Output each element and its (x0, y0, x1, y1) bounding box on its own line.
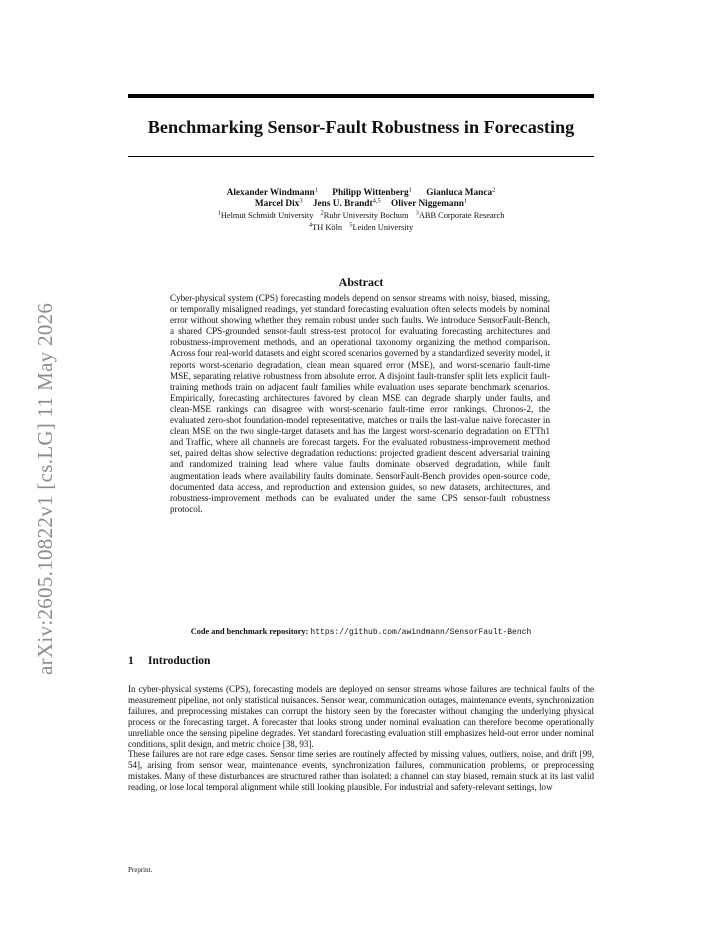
code-repository-label: Code and benchmark repository: (190, 627, 309, 636)
author-name: Gianluca Manca (426, 188, 493, 198)
affiliation-row-2 (128, 222, 594, 234)
affiliation-mark: 2 (320, 209, 324, 217)
author-name: Oliver Niggemann (391, 199, 464, 209)
affiliation-mark: 4 (308, 221, 313, 228)
section-number: 1 (128, 655, 134, 667)
affiliation-mark: 3 (415, 209, 419, 217)
author-affiliation-mark: 3 (299, 197, 303, 205)
code-repository-link[interactable]: https://github.com/awindmann/SensorFault-Bench (310, 628, 532, 637)
title-top-rule (128, 94, 594, 98)
affiliation-row-1 (128, 210, 594, 222)
arxiv-identifier-stamp: arXiv:2605.10822v1 [cs.LG] 11 May 2026 (33, 302, 57, 675)
affiliation-name: Helmut Schmidt University (220, 211, 314, 220)
affiliation-name: Ruhr University Bochum (323, 211, 409, 220)
introduction-paragraph-1: In cyber-physical systems (CPS), forecasting models are deployed on sensor streams whose failures are technical faults of the measurement pipeline, not only statistical nuisances. Sensor wear, communication outages, maintenance events, synchronization failures, and preprocessing mistakes can corrupt the history seen by the forecaster without changing the underlying physical process or the forecasting target. A forecaster that looks strong under nominal evaluation can therefore become operationally unreliable once the sensing pipeline degrades. Yet standard forecasting evaluation still emphasizes held-out error under nominal conditions, split design, and metric choice [38, 93]. (128, 684, 594, 749)
author-affiliation-mark: 1 (314, 186, 318, 194)
author-affiliation-mark: 1 (463, 197, 468, 205)
title-bottom-rule (128, 156, 594, 157)
page-footer: Preprint. (128, 866, 153, 874)
introduction-paragraph-2: These failures are not rare edge cases. Sensor time series are routinely affected by missing values, outliers, noise, and drift [99, 54], arising from sensor wear, maintenance events, synchronization failures, communication problems, or preprocessing mistakes. Many of these disturbances are structured rather than isolated: a channel can stay biased, remain stuck at its last valid reading, or lose local temporal alignment while still looking plausible. For industrial and safety-relevant settings, low (128, 749, 594, 792)
affiliation-name: Leiden University (352, 222, 414, 232)
author-affiliation-mark: 2 (492, 186, 496, 194)
affiliation-mark: 5 (349, 221, 353, 228)
affiliation-name: ABB Corporate Research (418, 211, 505, 220)
abstract-text: Cyber-physical system (CPS) forecasting models depend on sensor streams with noisy, biased, missing, or temporally misaligned readings, yet standard forecasting evaluation often selects models by nominal error without showing whether they remain robust under such faults. We introduce SensorFault-Bench, a shared CPS-grounded sensor-fault stress-test protocol for evaluating forecasting architectures and robustness-improvement methods, and an operational taxonomy organizing the method comparison. Across four real-world datasets and eight scored scenarios governed by a standardized severity model, it reports worst-scenario degradation, clean mean squared error (MSE), and worst-scenario fault-time MSE, separating relative robustness from absolute error. A disjoint fault-transfer split lets explicit fault-training methods train on adjacent fault families while evaluation uses separate benchmark scenarios. Empirically, forecasting architectures favored by clean MSE can degrade sharply under faults, and clean-MSE rankings can disagree with worst-scenario fault-time error rankings. Chronos-2, the evaluated zero-shot foundation-model representative, matches or trails the last-value naive forecaster in clean MSE on the two single-target datasets and has the largest worst-scenario degradation on ETTh1 and Traffic, where all channels are forecast targets. For the evaluated robustness-improvement method set, paired deltas show selective degradation reductions: projected gradient descent adversarial training and randomized training lead where value faults dominate observed degradation, while fault augmentation leads where availability faults dominate. SensorFault-Bench provides open-source code, documented data access, and reproduction and extension guides, so new datasets, architectures, and robustness-improvement methods can be evaluated under the same CPS sensor-fault robustness protocol. (170, 293, 550, 514)
code-repository-line (128, 627, 594, 637)
abstract-heading: Abstract (338, 275, 384, 289)
author-name: Alexander Windmann (226, 188, 315, 198)
affiliation-name: TH Köln (312, 222, 343, 232)
section-title: Introduction (148, 655, 211, 667)
author-affiliation-mark: 4,5 (372, 197, 381, 205)
author-row-1 (128, 188, 594, 199)
author-block (128, 188, 594, 233)
author-row-2 (128, 199, 594, 210)
author-name: Marcel Dix (254, 199, 300, 209)
author-name: Jens U. Brandt (312, 199, 373, 209)
paper-title: Benchmarking Sensor-Fault Robustness in Forecasting (147, 117, 575, 137)
author-name: Philipp Wittenberg (332, 188, 409, 198)
affiliation-mark: 1 (217, 209, 221, 217)
author-affiliation-mark: 1 (408, 186, 412, 194)
section-heading-introduction (128, 655, 210, 667)
